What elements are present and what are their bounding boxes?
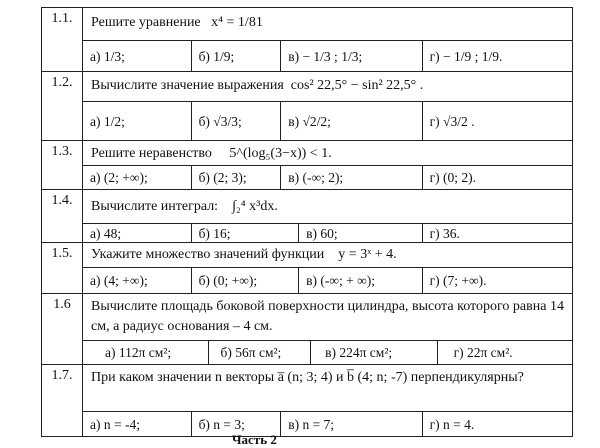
option-a[interactable]: а) (4; +∞); <box>83 268 192 294</box>
problem-question <box>91 76 564 96</box>
problem-number: 1.5. <box>42 243 83 293</box>
options-row <box>83 40 572 72</box>
question-text: Укажите множество значений функции <box>91 247 325 262</box>
option-b[interactable]: б) 16; <box>192 224 300 243</box>
question-formula: x⁴ = 1/81 <box>211 15 263 30</box>
option-a[interactable]: а) 1/3; <box>83 41 192 72</box>
question-formula: y = 3ˣ + 4. <box>338 247 397 262</box>
option-b[interactable]: б) 56π см²; <box>209 341 312 365</box>
option-a[interactable]: а) 112π см²; <box>83 341 209 365</box>
option-c[interactable]: в) √2/2; <box>281 102 422 141</box>
problem-row <box>41 140 573 189</box>
options-row <box>83 340 572 365</box>
option-b[interactable]: б) (2; 3); <box>192 166 282 190</box>
question-text: Решите неравенство <box>91 146 212 161</box>
problem-question <box>91 144 564 164</box>
question-text: Вычислите значение выражения <box>91 78 284 93</box>
problem-row <box>41 189 573 242</box>
problem-number: 1.3. <box>42 141 83 189</box>
problem-sheet <box>41 7 573 441</box>
options-row <box>83 411 572 437</box>
problem-row <box>41 242 573 293</box>
problem-number: 1.2. <box>42 72 83 140</box>
problem-number: 1.4. <box>42 190 83 242</box>
option-b[interactable]: б) √3/3; <box>192 102 282 141</box>
option-c[interactable]: в) 60; <box>299 224 423 243</box>
problem-number: 1.7. <box>42 365 83 436</box>
option-a[interactable]: а) (2; +∞); <box>83 166 192 190</box>
problem-row <box>41 364 573 437</box>
options-row <box>83 267 572 294</box>
option-d[interactable]: г) 22π см². <box>453 345 513 360</box>
options-row <box>83 101 572 141</box>
question-text: При каком значении n векторы a̅ (n; 3; 4) и b̅ (4; n; -7) перпендикулярны? <box>91 370 524 385</box>
problem-row <box>41 7 573 71</box>
problem-number: 1.1. <box>42 8 83 71</box>
option-d[interactable]: г) 36. <box>429 225 460 241</box>
option-d[interactable]: г) (7; +∞). <box>429 273 487 288</box>
problem-row <box>41 293 573 364</box>
option-a[interactable]: а) n = -4; <box>83 412 192 437</box>
options-row <box>83 165 572 190</box>
options-row <box>83 223 572 243</box>
question-formula: cos² 22,5° − sin² 22,5° . <box>290 78 424 93</box>
question-text: Вычислите площадь боковой поверхности цилиндра, высота которого равна 14 см, а радиус основания – 4 см. <box>91 299 564 334</box>
option-d[interactable]: г) (0; 2). <box>429 170 477 185</box>
option-a[interactable]: а) 1/2; <box>83 102 192 141</box>
problem-row <box>41 71 573 140</box>
option-c[interactable]: в) − 1/3 ; 1/3; <box>281 41 422 72</box>
problem-question <box>91 368 564 388</box>
option-b[interactable]: б) 1/9; <box>192 41 282 72</box>
question-text: Вычислите интеграл: <box>91 199 219 214</box>
problem-question <box>91 197 564 217</box>
option-d[interactable]: г) √3/2 . <box>429 113 475 129</box>
next-section-heading: Часть 2 <box>232 432 277 447</box>
option-b[interactable]: б) (0; +∞); <box>192 268 300 294</box>
option-c[interactable]: в) 224π см²; <box>311 341 437 365</box>
option-a[interactable]: а) 48; <box>83 224 192 243</box>
option-d[interactable]: г) − 1/9 ; 1/9. <box>429 48 503 64</box>
option-c[interactable]: в) (-∞; + ∞); <box>299 268 423 294</box>
problem-question <box>91 297 564 337</box>
option-c[interactable]: в) (-∞; 2); <box>281 166 422 190</box>
question-formula: 5^(log₅(3−x)) < 1. <box>229 146 332 161</box>
question-text: Решите уравнение <box>91 15 201 30</box>
problem-question <box>91 245 564 265</box>
problem-question <box>91 13 564 33</box>
problem-number: 1.6 <box>42 294 83 364</box>
option-b[interactable]: б) n = 3; <box>192 412 282 437</box>
question-formula: ∫₂⁴ x³dx. <box>232 199 278 214</box>
option-d[interactable]: г) n = 4. <box>429 416 475 432</box>
option-c[interactable]: в) n = 7; <box>281 412 422 437</box>
